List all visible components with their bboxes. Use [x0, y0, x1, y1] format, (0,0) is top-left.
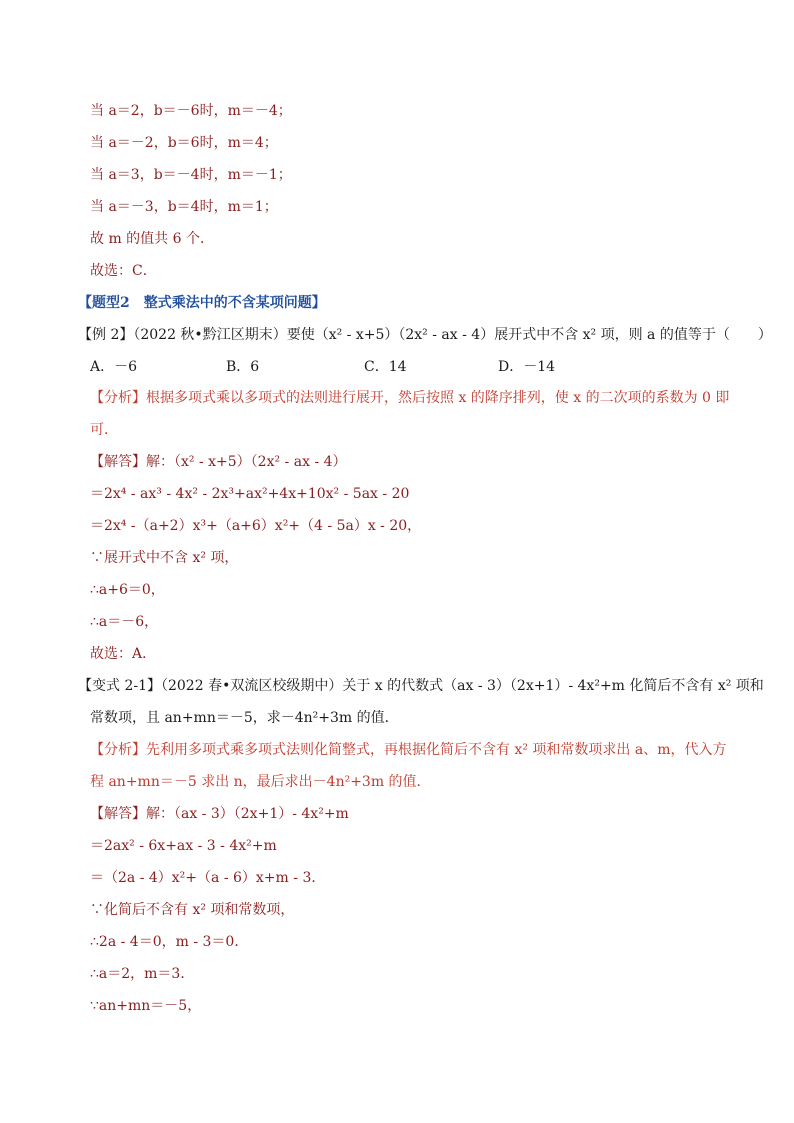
section-heading: 【题型2 整式乘法中的不含某项问题】	[78, 295, 326, 311]
option-c: C．14	[364, 359, 407, 375]
solution-line: ∴2a - 4＝0，m - 3＝0．	[90, 934, 249, 950]
solution-line: ∵展开式中不含 x² 项，	[90, 550, 239, 566]
example2-question: 【例 2】（2022 秋•黔江区期末）要使（x² - x+5）（2x² - ax - 4）展开式中不含 x² 项，则 a 的值等于（ ）	[78, 327, 772, 343]
solution-line: ∵化简后不含有 x² 项和常数项，	[90, 902, 295, 918]
solution-line: 当 a＝－3，b＝4时，m＝1；	[90, 199, 278, 215]
solution-line: 当 a＝2，b＝－6时，m＝－4；	[90, 103, 292, 119]
example2-analysis: 【分析】根据多项式乘以多项式的法则进行展开，然后按照 x 的降序排列，使 x 的二次项的系数为 0 即	[90, 390, 730, 406]
option-d: D．－14	[498, 359, 556, 375]
answer-line: 故选：A．	[90, 646, 157, 662]
solution-line: ＝2x⁴ -（a+2）x³+（a+6）x²+（4 - 5a）x - 20，	[90, 518, 422, 534]
solution-line: ＝2x⁴ - ax³ - 4x² - 2x³+ax²+4x+10x² - 5ax - 20	[90, 486, 410, 502]
solution-line: 故 m 的值共 6 个．	[90, 231, 214, 247]
solution-line: ＝（2a - 4）x²+（a - 6）x+m - 3．	[90, 870, 326, 886]
option-b: B．6	[226, 359, 260, 375]
variant21-analysis-cont: 程 an+mn＝－5 求出 n，最后求出－4n²+3m 的值．	[90, 774, 431, 790]
solution-line: ∵an+mn＝－5，	[90, 998, 202, 1014]
variant21-analysis: 【分析】先利用多项式乘多项式法则化简整式，再根据化简后不含有 x² 项和常数项求出 a、m，代入方	[90, 742, 727, 758]
solution-line: ∴a+6＝0，	[90, 582, 165, 598]
solution-line: ∴a＝2，m＝3．	[90, 966, 195, 982]
variant21-question-cont: 常数项，且 an+mn＝－5，求－4n²+3m 的值．	[90, 710, 399, 726]
solution-line: 当 a＝－2，b＝6时，m＝4；	[90, 135, 278, 151]
solution-line: ＝2ax² - 6x+ax - 3 - 4x²+m	[90, 838, 277, 854]
option-a: A．－6	[90, 359, 138, 375]
variant21-solution-header: 【解答】解：（ax - 3）（2x+1）- 4x²+m	[90, 806, 349, 822]
variant21-question: 【变式 2-1】（2022 春•双流区校级期中）关于 x 的代数式（ax - 3）（2x+1）- 4x²+m 化简后不含有 x² 项和	[78, 678, 764, 694]
example2-analysis-cont: 可．	[90, 422, 118, 438]
solution-line: ∴a＝－6，	[90, 614, 159, 630]
solution-line: 当 a＝3，b＝－4时，m＝－1；	[90, 167, 292, 183]
example2-solution-header: 【解答】解：（x² - x+5）（2x² - ax - 4）	[90, 454, 347, 470]
answer-line: 故选：C．	[90, 263, 157, 279]
